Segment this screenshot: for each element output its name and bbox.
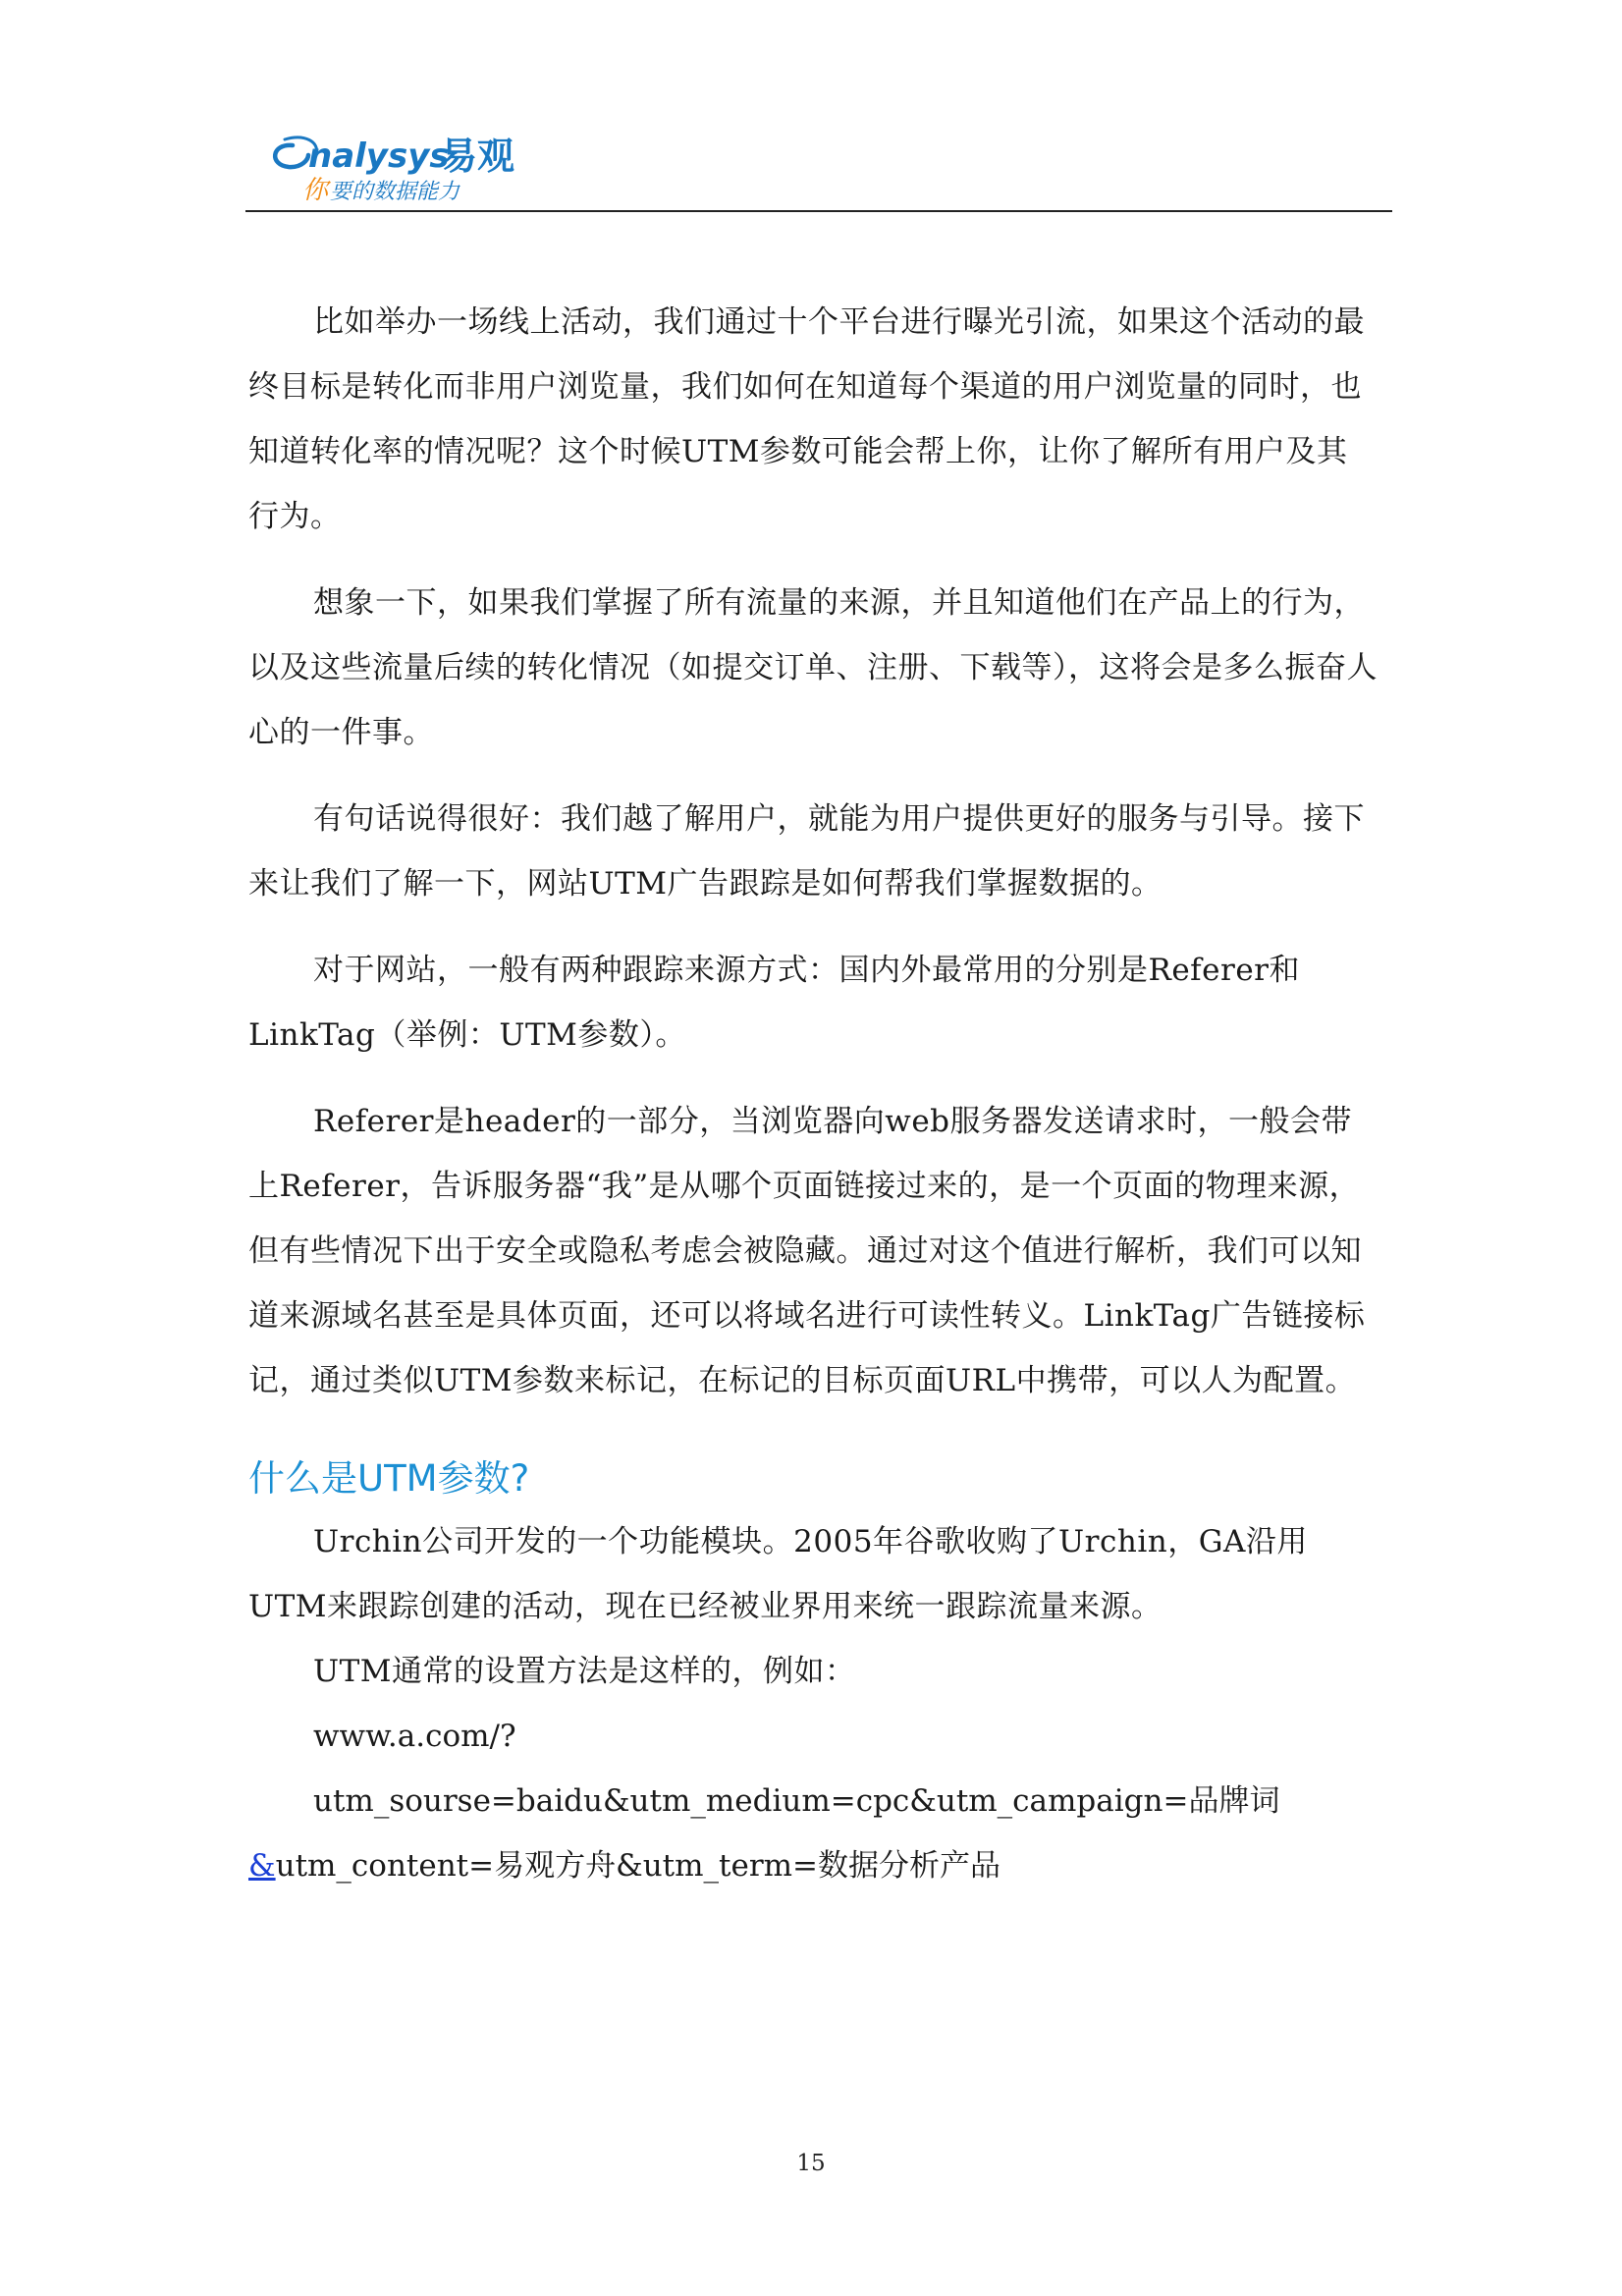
section-paragraph: Urchin公司开发的一个功能模块。2005年谷歌收购了Urchin，GA沿用UTM来跟踪创建的活动，现在已经被业界用来统一跟踪流量来源。 (248, 1524, 1308, 1624)
page-header (245, 116, 1392, 212)
body-paragraph: Referer是header的一部分，当浏览器向web服务器发送请求时，一般会带上Referer，告诉服务器“我”是从哪个页面链接过来的，是一个页面的物理来源，但有些情况下出于安全或隐私考虑会被隐藏。通过对这个值进行解析，我们可以知道来源域名甚至是具体页面，还可以将域名进行可读性转义。LinkTag广告链接标记，通过类似UTM参数来标记，在标记的目标页面URL中携带，可以人为配置。 (248, 1104, 1366, 1398)
logo-tagline-rest: 要的数据能力 (330, 180, 460, 204)
utm-url-line2 (248, 1833, 1378, 1898)
utm-example-url (248, 1704, 1378, 1898)
logo-cn: 易观 (440, 135, 515, 178)
body-paragraph: 有句话说得很好：我们越了解用户，就能为用户提供更好的服务与引导。接下来让我们了解一下，网站UTM广告跟踪是如何帮我们掌握数据的。 (248, 801, 1365, 902)
utm-url-line1: www.a.com/?utm_sourse=baidu&utm_medium=cpc&utm_campaign=品牌词 (313, 1719, 1280, 1819)
body-paragraph: 对于网站，一般有两种跟踪来源方式：国内外最常用的分别是Referer和LinkTag（举例：UTM参数）。 (248, 953, 1300, 1053)
analysys-logo (265, 116, 579, 204)
utm-url-link[interactable]: & (248, 1848, 276, 1884)
page-content (248, 290, 1378, 1898)
body-paragraph: 想象一下，如果我们掌握了所有流量的来源，并且知道他们在产品上的行为，以及这些流量后续的转化情况（如提交订单、注册、下载等），这将会是多么振奋人心的一件事。 (248, 585, 1378, 750)
page-number: 15 (796, 2151, 826, 2176)
logo-word: nalysys (308, 137, 450, 176)
logo-tagline-first: 你 (302, 176, 329, 204)
header-rule (245, 210, 1392, 212)
utm-url-line2-text: utm_content=易观方舟&utm_term=数据分析产品 (275, 1848, 1001, 1884)
section-paragraph: UTM通常的设置方法是这样的，例如： (313, 1654, 856, 1689)
section-heading: 什么是UTM参数? (248, 1457, 530, 1500)
body-paragraph: 比如举办一场线上活动，我们通过十个平台进行曝光引流，如果这个活动的最终目标是转化而非用户浏览量，我们如何在知道每个渠道的用户浏览量的同时，也知道转化率的情况呢？这个时候UTM参数可能会帮上你，让你了解所有用户及其行为。 (248, 304, 1365, 534)
